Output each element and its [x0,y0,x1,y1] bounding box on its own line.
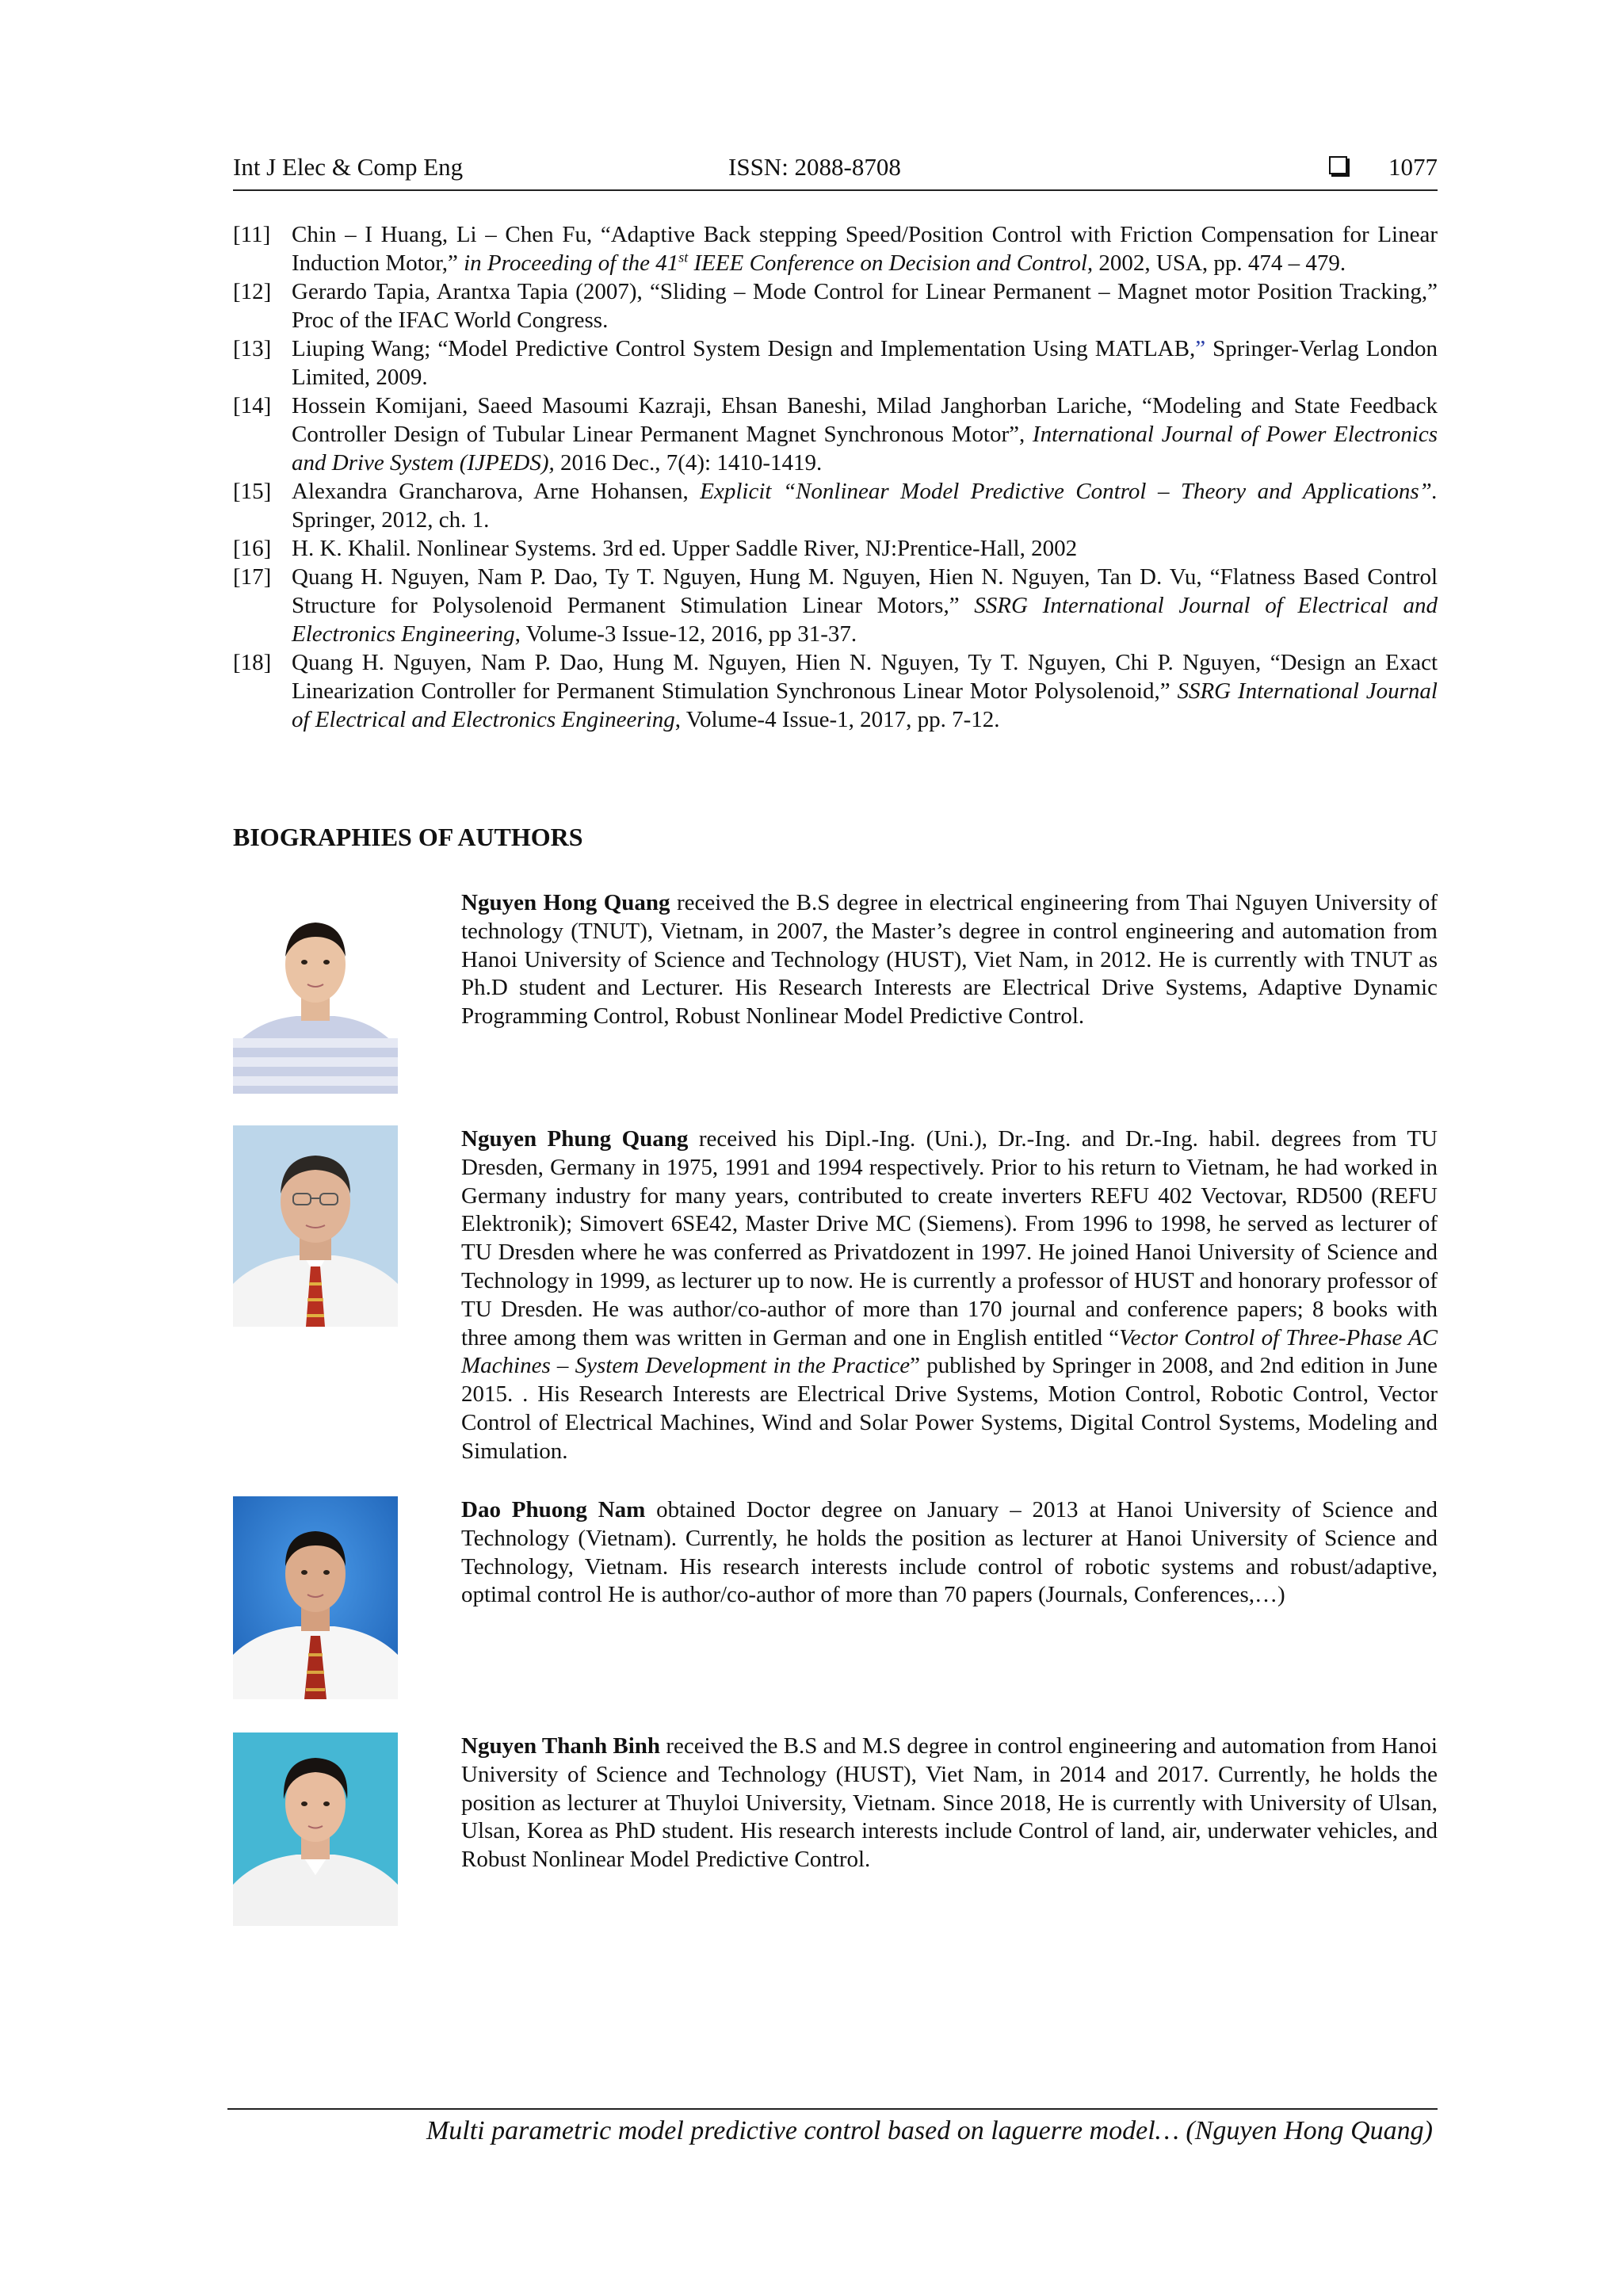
author-photo [233,889,398,1094]
reference-text: Alexandra Grancharova, Arne Hohansen, [292,479,701,504]
reference-text: Hossein Komijani, Saeed Masoumi Kazraji, Ehsan Baneshi, Milad Janghorban Lariche, “Modeling and State Feedback Controller Design of Tubular Linear Permanent Magnet Synchronous Motor”, [292,393,1438,447]
reference-item [233,334,1438,392]
running-footer [227,2108,1438,2145]
footer-title: Multi parametric model predictive control based on laguerre model… (Nguyen Hong Quang) [426,2116,1433,2145]
reference-quote: ” [1195,336,1206,361]
author-name: Nguyen Hong Quang [461,890,670,915]
bio-description: ” published by Springer in 2008, and 2nd edition in June 2015. . His Research Interests are Electrical Drive Systems, Motion Control, Robotic Control, Vector Control of Electrical Machines, Wind and Solar Power Systems, Digital Control Systems, Modeling and Simulation. [461,1353,1438,1464]
bio-description: received the B.S degree in electrical engineering from Thai Nguyen University of technology (TNUT), Vietnam, in 2007, the Master’s degree in control engineering and automation from Hanoi University of Science and Technology (HUST), Viet Nam, in 2012. He is currently with TNUT as Ph.D student and Lecturer. His Research Interests are Electrical Drive Systems, Adaptive Dynamic Programming Control, Robust Nonlinear Model Predictive Control. [461,890,1438,1030]
reference-item [233,277,1438,334]
reference-superscript: st [678,249,689,266]
bio-description: obtained Doctor degree on January – 2013 at Hanoi University of Science and Technology (Vietnam). Currently, he holds the position as lecturer at Hanoi University of Science and Technology, Vietnam. His research interests include control of robotic systems and robust/adaptive, optimal control He is author/co-author of more than 70 papers (Journals, Conferences,…) [461,1497,1438,1608]
bio-text [461,1496,1438,1610]
reference-number: [18] [233,650,272,675]
reference-text: Liuping Wang; “Model Predictive Control System Design and Implementation Using MATLAB, [292,336,1196,361]
reference-number: [15] [233,479,272,504]
reference-number: [17] [233,564,272,590]
author-name: Nguyen Thanh Binh [461,1733,661,1759]
reference-text: Quang H. Nguyen, Nam P. Dao, Hung M. Nguyen, Hien N. Nguyen, Ty T. Nguyen, Chi P. Nguyen, “Design an Exact Linearization Controller for Permanent Stimulation Synchronous Linear Motor Polysolenoid,” [292,650,1438,704]
biographies-heading: BIOGRAPHIES OF AUTHORS [233,823,583,851]
author-bio [233,1733,1438,1927]
reference-italic: IEEE Conference on Decision and Control, [688,250,1094,276]
reference-item [233,392,1438,477]
reference-text: 2016 Dec., 7(4): 1410-1419. [554,450,823,476]
reference-item [233,220,1438,277]
checkbox-icon [1329,156,1347,174]
reference-number: [11] [233,222,271,247]
bio-description: received the B.S and M.S degree in control engineering and automation from Hanoi University of Science and Technology (HUST), Viet Nam, in 2014 and 2017. Currently, he holds the position as lecturer at Thuyloi University, Vietnam. Since 2018, He is currently with University of Ulsan, Ulsan, Korea as PhD student. His research interests include Control of land, air, underwater vehicles, and Robust Nonlinear Model Predictive Control. [461,1733,1438,1873]
reference-text: Gerardo Tapia, Arantxa Tapia (2007), “Sliding – Mode Control for Linear Permanent – Magnet motor Position Tracking,” Proc of the IFAC World Congress. [292,279,1438,333]
running-header [233,153,1438,191]
bio-description: received his Dipl.-Ing. (Uni.), Dr.-Ing. and Dr.-Ing. habil. degrees from TU Dresden, Germany in 1975, 1991 and 1994 respectively. Prior to his return to Vietnam, he had worked in Germany industry for many years, contributed to create inverters REFU 402 Vectovar, RD500 (REFU Elektronik); Simovert 6SE42, Master Drive MC (Siemens). From 1996 to 1998, he served as lecturer of TU Dresden where he was conferred as Privatdozent in 1997. He joined Hanoi University of Science and Technology in 1999, as lecturer up to now. He is currently a professor of HUST and honorary professor of TU Dresden. He was author/co-author of more than 170 journal and conference papers; 8 books with three among them was written in German and one in English entitled “ [461,1126,1438,1350]
reference-text: Springer-Verlag London Limited, 2009. [292,336,1438,390]
author-name: Dao Phuong Nam [461,1497,646,1522]
reference-item [233,563,1438,648]
reference-italic: Explicit “Nonlinear Model Predictive Control – Theory and Applications”. [700,479,1438,504]
reference-number: [12] [233,279,272,304]
author-name: Nguyen Phung Quang [461,1126,689,1152]
reference-text: Chin – I Huang, Li – Chen Fu, “Adaptive Back stepping Speed/Position Control with Friction Compensation for Linear Induction Motor,” [292,222,1438,276]
reference-text: , Volume-3 Issue-12, 2016, pp 31-37. [514,621,857,647]
reference-italic: SSRG International Journal of Electrical and Electronics Engineering [292,678,1438,732]
issn: ISSN: 2088-8708 [728,153,901,181]
reference-text: 2002, USA, pp. 474 – 479. [1093,250,1346,276]
bio-text [461,1125,1438,1466]
reference-item [233,648,1438,734]
references-list [233,220,1438,734]
book-title: Vector Control of Three-Phase AC Machines – System Development in the Practice [461,1324,1438,1379]
reference-text: H. K. Khalil. Nonlinear Systems. 3rd ed. Upper Saddle River, NJ:Prentice-Hall, 2002 [292,536,1078,561]
reference-italic: in Proceeding of the 41 [464,250,679,276]
reference-text: Quang H. Nguyen, Nam P. Dao, Ty T. Nguyen, Hung M. Nguyen, Hien N. Nguyen, Tan D. Vu, “Flatness Based Control Structure for Polysolenoid Permanent Stimulation Linear Motors,” [292,564,1438,618]
author-bio [233,1125,1438,1466]
journal-name: Int J Elec & Comp Eng [233,153,464,181]
reference-number: [13] [233,336,272,361]
reference-italic: SSRG International Journal of Electrical and Electronics Engineering [292,593,1438,647]
bio-text [461,889,1438,1031]
bio-text [461,1733,1438,1874]
page-number: 1077 [1388,153,1438,181]
reference-number: [14] [233,393,272,418]
page-number-group [1329,153,1438,181]
reference-number: [16] [233,536,272,561]
author-photo [233,1733,398,1926]
author-bio [233,889,1438,1095]
author-photo [233,1496,398,1699]
reference-item [233,477,1438,534]
author-photo [233,1125,398,1327]
reference-italic: International Journal of Power Electronics and Drive System (IJPEDS), [292,422,1438,476]
author-bio [233,1496,1438,1702]
reference-text: , Volume-4 Issue-1, 2017, pp. 7-12. [674,707,1000,732]
reference-item [233,534,1438,563]
reference-text: Springer, 2012, ch. 1. [292,507,490,533]
